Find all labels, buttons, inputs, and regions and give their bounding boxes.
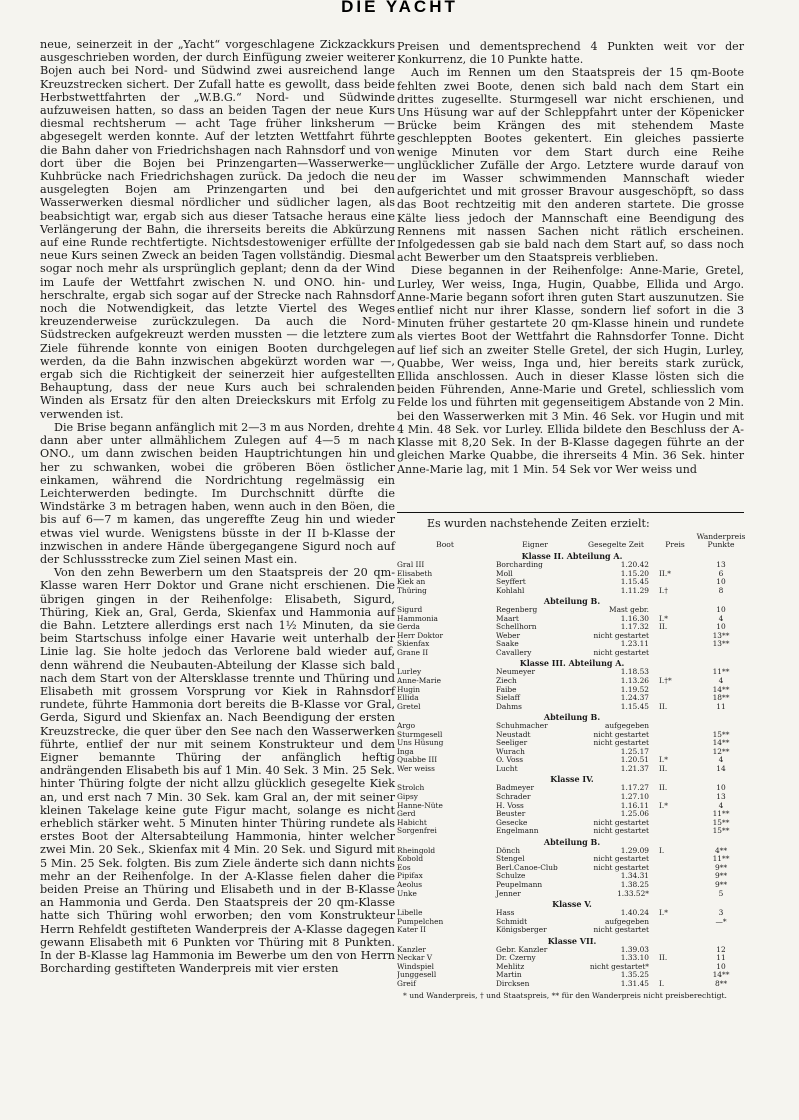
cell-boat: Kater II xyxy=(397,926,426,935)
results-section xyxy=(397,517,747,1000)
group-heading-row xyxy=(397,898,747,909)
cell-prize: I. xyxy=(659,846,665,855)
cell-boat: Wer weiss xyxy=(397,764,435,773)
cell-time: 1.15.45 xyxy=(620,578,649,587)
cell-points: 9** xyxy=(714,872,728,881)
cell-boat: Lurley xyxy=(397,668,422,677)
cell-owner: O. Voss xyxy=(496,756,524,765)
cell-time: 1.15.45 xyxy=(620,702,649,711)
cell-prize: II. xyxy=(659,764,668,773)
cell-boat: Hugin xyxy=(397,685,421,694)
group-heading-row xyxy=(397,657,747,668)
cell-owner: Stengel xyxy=(496,855,525,864)
cell-points: 4 xyxy=(718,801,724,810)
cell-boat: Gral III xyxy=(397,561,425,569)
table-row xyxy=(397,980,747,989)
page-header: DIE YACHT xyxy=(341,0,458,14)
left-paragraph: neue, seinerzeit in der „Yacht“ vorgeschlagene Zickzackkurs ausgeschrieben worden, der durch Einfügung zweier weiterer Bojen auch bei Nord- und Südwind zwei ausreichend lange Kreuzstrecken sichert. Der Zufall hatte es gewollt, dass beide Herbstwettfahrten der „W.B.G.“ Nord- und Südwinde aufzuweisen hatten, so dass an beiden Tagen der neue Kurs diesmal rechtsherum — acht Tage früher linksherum — abgesegelt werden konnte. Auf der letzten Wettfahrt führte die Bahn daher von Friedrichshagen nach Rahnsdorf und von dort über die Bojen bei Prinzengarten—Wasserwerke—Kuhbrücke nach Friedrichshagen zurück. Da jedoch die neu ausgelegten Bojen am Prinzengarten und bei den Wasserwerken diesmal nördlicher und südlicher lagen, als beabsichtigt war, ergab sich aus dieser Tatsache heraus eine Verlängerung der Bahn, die ihrerseits bereits die Abkürzung auf eine Runde rechtfertigte. Nichtsdestoweniger erfüllte der neue Kurs seinen Zweck an beiden Tagen vollständig. Diesmal sogar noch mehr als ursprünglich geplant; denn da der Wind im Laufe der Wettfahrt zwischen N. und ONO. hin- und herschralte, ergab sich sogar auf der Strecke nach Rahnsdorf noch die Notwendigkeit, das letzte Viertel des Weges kreuzenderweise zurückzulegen. Da auch die Nord-Südstrecken aufgekreuzt werden mussten — die letztere zum Ziele führende konnte von einigen Booten durchgelegen werden, da die Bahn inzwischen abgekürzt worden war —, ergab sich die Richtigkeit der seinerzeit hier aufgestellten Behauptung, dass der neue Kurs auch bei schralenden Winden als Ersatz für den alten Dreieckskurs mit Erfolg zu verwenden ist. xyxy=(40,38,395,421)
cell-owner: Neustadt xyxy=(496,730,531,739)
cell-time: 1.19.52 xyxy=(620,685,649,694)
cell-time: 1.11.29 xyxy=(620,586,649,595)
cell-points: 13** xyxy=(712,631,730,640)
cell-boat: Greif xyxy=(397,979,416,988)
cell-boat: Libelle xyxy=(397,909,423,918)
cell-prize xyxy=(655,748,695,757)
cell-boat: Sorgenfrei xyxy=(397,827,437,836)
cell-boat: Quabbe III xyxy=(397,756,438,765)
cell-prize: I.† xyxy=(659,586,668,595)
cell-time: 1.15.20 xyxy=(620,569,649,578)
table-row xyxy=(397,739,747,748)
cell-prize: I.†* xyxy=(659,677,672,686)
cell-prize: I.* xyxy=(659,801,668,810)
cell-owner: Faibe xyxy=(496,685,517,694)
cell-owner: Beuster xyxy=(496,810,526,819)
cell-time: 1.34.31 xyxy=(620,872,649,881)
table-row xyxy=(397,748,747,757)
cell-points: 18** xyxy=(712,694,730,703)
cell-time: nicht gestartet xyxy=(593,648,649,657)
group-heading: Klasse II. Abteilung A. xyxy=(521,551,623,561)
group-heading-row xyxy=(397,773,747,784)
cell-time: 1.33.52* xyxy=(617,889,649,898)
cell-time: nicht gestartet xyxy=(593,739,649,748)
table-row xyxy=(397,909,747,918)
cell-time: nicht gestartet* xyxy=(589,962,649,971)
cell-time: nicht gestartet xyxy=(593,730,649,739)
column-header-time: Gesegelte Zeit xyxy=(588,540,644,550)
cell-owner: Saake xyxy=(496,640,519,649)
cell-boat: Unke xyxy=(397,889,417,898)
cell-points: —* xyxy=(715,917,727,926)
cell-points: 4 xyxy=(718,756,724,765)
cell-prize xyxy=(655,918,695,927)
table-row xyxy=(397,946,747,955)
cell-boat: Argo xyxy=(397,722,416,731)
cell-prize xyxy=(655,810,695,819)
cell-owner: Jenner xyxy=(496,889,521,898)
cell-points: 10 xyxy=(716,578,726,587)
cell-owner: Sielaff xyxy=(496,694,520,703)
cell-time: 1.33.10 xyxy=(620,954,649,963)
table-row xyxy=(397,918,747,927)
cell-time: 1.16.11 xyxy=(620,801,649,810)
cell-time: 1.31.45 xyxy=(620,979,649,988)
cell-owner: Schrader xyxy=(496,793,531,802)
cell-points: 10 xyxy=(716,784,726,793)
table-row xyxy=(397,847,747,856)
cell-owner: Berl.Canoe-Club xyxy=(496,863,558,872)
cell-owner: Schellhorn xyxy=(496,623,537,632)
cell-prize xyxy=(655,731,695,740)
cell-owner: Hass xyxy=(496,909,515,918)
cell-time: 1.40.24 xyxy=(620,909,649,918)
cell-points: 11** xyxy=(712,855,730,864)
cell-prize xyxy=(655,872,695,881)
cell-time: 1.27.10 xyxy=(620,793,649,802)
group-heading: Abteilung B. xyxy=(543,712,601,723)
column-header-owner: Eigner xyxy=(522,540,548,550)
cell-owner: Mehlitz xyxy=(496,962,525,971)
cell-time: 1.16.30 xyxy=(620,614,649,623)
cell-points xyxy=(695,926,747,935)
cell-points: 8 xyxy=(718,586,724,595)
cell-owner: Königsberger xyxy=(496,926,547,935)
cell-boat: Kobold xyxy=(397,855,424,864)
group-heading: Abteilung B. xyxy=(543,836,601,847)
table-row xyxy=(397,855,747,864)
group-heading: Klasse III. Abteilung A. xyxy=(519,658,625,669)
table-row xyxy=(397,971,747,980)
table-row xyxy=(397,954,747,963)
cell-boat: Gerda xyxy=(397,623,420,632)
cell-boat: Gerd xyxy=(397,810,416,819)
group-heading-row xyxy=(397,836,747,847)
cell-time: aufgegeben xyxy=(605,917,649,926)
cell-prize: II.* xyxy=(659,569,671,578)
cell-prize: I.* xyxy=(659,909,668,918)
table-row xyxy=(397,694,747,703)
cell-owner: Weber xyxy=(496,631,521,640)
cell-points: 11 xyxy=(716,702,726,711)
table-row xyxy=(397,703,747,712)
cell-prize xyxy=(655,694,695,703)
cell-prize xyxy=(655,926,695,935)
cell-points xyxy=(695,722,747,731)
cell-points: 3 xyxy=(718,909,724,918)
cell-boat: Gretel xyxy=(397,702,421,711)
cell-time: nicht gestartet xyxy=(593,827,649,836)
table-row xyxy=(397,802,747,811)
cell-time: 1.25.17 xyxy=(620,747,649,756)
cell-owner: Schulze xyxy=(496,872,526,881)
cell-boat: Eos xyxy=(397,863,411,872)
cell-prize xyxy=(655,963,695,972)
cell-boat: Ellida xyxy=(397,694,419,703)
cell-time: 1.39.03 xyxy=(620,945,649,954)
cell-boat: Pumpelchen xyxy=(397,917,444,926)
cell-points: 10 xyxy=(716,623,726,632)
cell-points: 12 xyxy=(716,945,726,954)
cell-owner: Dönch xyxy=(496,846,521,855)
cell-prize xyxy=(655,722,695,731)
cell-time: 1.29.09 xyxy=(620,846,649,855)
cell-time: 1.18.53 xyxy=(620,668,649,677)
cell-prize xyxy=(655,649,695,658)
cell-points: 5 xyxy=(718,889,724,898)
cell-time: 1.20.42 xyxy=(620,561,649,569)
cell-prize xyxy=(655,855,695,864)
table-row xyxy=(397,632,747,641)
cell-boat: Anne-Marie xyxy=(397,677,441,686)
table-row xyxy=(397,722,747,731)
cell-owner: Maart xyxy=(496,614,519,623)
group-heading: Klasse V. xyxy=(552,899,592,910)
cell-points: 11 xyxy=(716,954,726,963)
cell-boat: Uns Hüsung xyxy=(397,739,444,748)
cell-owner: Cavallery xyxy=(496,648,532,657)
cell-time: 1.17.32 xyxy=(620,623,649,632)
cell-owner: Engelmann xyxy=(496,827,539,836)
cell-owner: Gebr. Kanzler xyxy=(496,945,548,954)
table-row xyxy=(397,881,747,890)
column-header-prize: Preis xyxy=(665,540,685,550)
cell-owner: H. Voss xyxy=(496,801,524,810)
cell-owner: Seyffert xyxy=(496,578,526,587)
cell-prize: I. xyxy=(659,979,665,988)
cell-prize xyxy=(655,793,695,802)
cell-prize xyxy=(655,640,695,649)
cell-points: 9** xyxy=(714,880,728,889)
cell-prize xyxy=(655,668,695,677)
cell-points: 6 xyxy=(718,569,724,578)
cell-time: 1.35.25 xyxy=(620,971,649,980)
cell-owner: Badmeyer xyxy=(496,784,535,793)
cell-boat: Pipifax xyxy=(397,872,423,881)
cell-points: 15** xyxy=(712,818,730,827)
table-row xyxy=(397,606,747,615)
cell-points: 4** xyxy=(714,846,728,855)
cell-owner: Kohlahl xyxy=(496,586,525,595)
cell-boat: Habicht xyxy=(397,818,427,827)
table-row xyxy=(397,615,747,624)
cell-boat: Neckar V xyxy=(397,954,433,963)
right-paragraph: Preisen und dementsprechend 4 Punkten weit vor der Konkurrenz, die 10 Punkte hatte. xyxy=(397,40,744,67)
cell-boat: Hammonia xyxy=(397,614,438,623)
table-row xyxy=(397,793,747,802)
cell-boat: Grane II xyxy=(397,648,429,657)
cell-prize xyxy=(655,561,695,570)
cell-prize xyxy=(655,827,695,836)
cell-prize xyxy=(655,881,695,890)
cell-owner: Wurach xyxy=(496,747,525,756)
cell-prize xyxy=(655,946,695,955)
results-header-row xyxy=(397,532,747,550)
table-row xyxy=(397,827,747,836)
cell-points: 8** xyxy=(714,979,728,988)
cell-prize: I.* xyxy=(659,614,668,623)
table-row xyxy=(397,649,747,658)
table-row xyxy=(397,561,747,570)
table-row xyxy=(397,926,747,935)
cell-points: 15** xyxy=(712,730,730,739)
cell-prize xyxy=(655,890,695,899)
cell-points xyxy=(695,649,747,658)
cell-time: nicht gestartet xyxy=(593,631,649,640)
table-row xyxy=(397,872,747,881)
cell-points: 13** xyxy=(712,640,730,649)
cell-time: nicht gestartet xyxy=(593,863,649,872)
cell-time: aufgegeben xyxy=(605,722,649,731)
cell-owner: Seeliger xyxy=(496,739,528,748)
left-paragraph: Von den zehn Bewerbern um den Staatspreis der 20 qm-Klasse waren Herr Doktor und Grane nicht erschienen. Die übrigen gingen in der Reihenfolge: Elisabeth, Sigurd, Thüring, Kiek an, Gral, Gerda, Skienfax und Hammonia auf die Bahn. Letztere allerdings erst nach 1½ Minuten, da sie beim Startschuss infolge einer Havarie weit unterhalb der Linie lag. Sie holte jedoch das Verlorene bald wieder auf, denn während die Neubauten-Abteilung der Klasse sich bald nach dem Start von der Altersklasse trennte und Thüring und Elisabeth mit grossem Vorsprung vor Kiek in Rahnsdorf rundete, führte Hammonia dort bereits die B-Klasse vor Gral, Gerda, Sigurd und Skienfax an. Nach Beendigung der ersten Kreuzstrecke, die quer über den See nach den Wasserwerken führte, entlief der nur mit seinem Konstrukteur und dem Eigner bemannte Thüring der anfänglich heftig andrängenden Elisabeth bis auf 1 Min. 40 Sek. 3 Min. 25 Sek. hinter Thüring folgte der nicht allzu glücklich gesegelte Kiek an, und erst nach 7 Min. 30 Sek. kam Gral an, der mit seiner kleinen Takelage keine gute Figur macht, solange es nicht erheblich stärker weht. 5 Minuten hinter Thüring rundete als erstes Boot der Altersabteilung Hammonia, hinter welcher zwei Min. 20 Sek., Skienfax mit 4 Min. 20 Sek. und Sigurd mit 5 Min. 25 Sek. folgten. Bis zum Ziele änderte sich dann nichts mehr an der Reihenfolge. In der A-Klasse fielen daher die beiden Preise an Thüring und Elisabeth und in der B-Klasse an Hammonia und Gerda. Den Staatspreis der 20 qm-Klasse hatte sich Thüring wohl erworben; den vom Konstrukteur Herrn Rehfeldt gestifteten Wanderpreis der A-Klasse dagegen gewann Elisabeth mit 6 Punkten vor Thüring mit 8 Punkten. In der B-Klasse lag Hammonia im Bewerbe um den von Herrn Borcharding gestifteten Wanderpreis mit vier ersten xyxy=(40,566,395,976)
cell-owner: Gesecke xyxy=(496,818,528,827)
cell-prize: II. xyxy=(659,702,668,711)
table-row xyxy=(397,784,747,793)
results-footnote: * und Wanderpreis, † und Staatspreis, ** für den Wanderpreis nicht preisberechtigt. xyxy=(403,991,727,1001)
cell-boat: Kiek an xyxy=(397,578,426,587)
results-title: Es wurden nachstehende Zeiten erzielt: xyxy=(427,517,650,530)
cell-prize: II. xyxy=(659,623,668,632)
cell-boat: Elisabeth xyxy=(397,569,433,578)
right-paragraph: Diese begannen in der Reihenfolge: Anne-Marie, Gretel, Lurley, Wer weiss, Inga, Hugin, Quabbe, Ellida und Argo. Anne-Marie begann sofort ihren guten Start auszunutzen. Sie entlief nicht nur ihrer Klasse, sondern lief sofort in die 3 Minuten früher gestartete 20 qm-Klasse hinein und rundete als viertes Boot der Wettfahrt die Rahnsdorfer Tonne. Dicht auf lief sich an zweiter Stelle Gretel, der sich Hugin, Lurley, Quabbe, Wer weiss, Inga und, hier bereits stark zurück, Ellida anschlossen. Auch in dieser Klasse lösten sich die beiden Führenden, Anne-Marie und Gretel, schliesslich vom Felde los und führten mit gegenseitigem Abstande von 2 Min. bei den Wasserwerken mit 3 Min. 46 Sek. vor Hugin und mit 4 Min. 48 Sek. vor Lurley. Ellida bildete den Beschluss der A-Klasse mit 8,20 Sek. In der B-Klasse dagegen führte an der gleichen Marke Quabbe, die ihrerseits 4 Min. 36 Sek. hinter Anne-Marie lag, mit 1 Min. 54 Sek vor Wer weiss und xyxy=(397,264,744,476)
cell-points: 12** xyxy=(712,747,730,756)
cell-owner: Dahms xyxy=(496,702,522,711)
table-row xyxy=(397,570,747,579)
cell-owner: Moll xyxy=(496,569,513,578)
cell-owner: Schmidt xyxy=(496,917,528,926)
cell-owner: Regenberg xyxy=(496,606,538,615)
cell-prize xyxy=(655,606,695,615)
cell-boat: Rheingold xyxy=(397,846,436,855)
cell-boat: Sturmgesell xyxy=(397,730,443,739)
results-body xyxy=(397,550,747,988)
table-row xyxy=(397,963,747,972)
cell-prize: II. xyxy=(659,954,668,963)
table-row xyxy=(397,677,747,686)
table-row xyxy=(397,864,747,873)
cell-prize xyxy=(655,632,695,641)
column-header-points: Wanderpreis Punkte xyxy=(696,532,746,550)
cell-points: 13 xyxy=(716,561,726,569)
cell-points: 10 xyxy=(716,962,726,971)
cell-boat: Gipsy xyxy=(397,793,418,802)
cell-points: 4 xyxy=(718,677,724,686)
cell-boat: Inga xyxy=(397,747,414,756)
cell-points: 14** xyxy=(712,739,730,748)
cell-owner: Ziech xyxy=(496,677,517,686)
cell-time: 1.13.26 xyxy=(620,677,649,686)
cell-owner: Schuhmacher xyxy=(496,722,548,731)
cell-owner: Borcharding xyxy=(496,561,543,569)
cell-owner: Martin xyxy=(496,971,522,980)
table-row xyxy=(397,819,747,828)
cell-boat: Thüring xyxy=(397,586,427,595)
cell-points: 10 xyxy=(716,606,726,615)
cell-points: 11** xyxy=(712,668,730,677)
cell-points: 14** xyxy=(712,685,730,694)
cell-boat: Kanzler xyxy=(397,945,426,954)
cell-prize xyxy=(655,578,695,587)
cell-time: 1.17.27 xyxy=(620,784,649,793)
cell-boat: Herr Doktor xyxy=(397,631,444,640)
table-row xyxy=(397,890,747,899)
cell-boat: Junggesell xyxy=(397,971,437,980)
table-row xyxy=(397,731,747,740)
cell-prize xyxy=(655,971,695,980)
table-row xyxy=(397,587,747,596)
left-text-column xyxy=(40,38,395,975)
table-row xyxy=(397,765,747,774)
cell-time: nicht gestartet xyxy=(593,855,649,864)
cell-boat: Aeolus xyxy=(397,880,423,889)
cell-prize: II. xyxy=(659,784,668,793)
cell-points: 4 xyxy=(718,614,724,623)
cell-time: Mast gebr. xyxy=(609,606,649,615)
table-row xyxy=(397,578,747,587)
group-heading: Abteilung B. xyxy=(543,596,601,607)
group-heading: Klasse VII. xyxy=(547,935,597,946)
cell-points: 15** xyxy=(712,827,730,836)
table-row xyxy=(397,756,747,765)
table-row xyxy=(397,810,747,819)
cell-owner: Dircksen xyxy=(496,979,530,988)
cell-boat: Sigurd xyxy=(397,606,423,615)
group-heading: Klasse IV. xyxy=(550,774,594,785)
cell-owner: Peupelmann xyxy=(496,880,543,889)
group-heading-row xyxy=(397,595,747,606)
results-table xyxy=(397,532,747,988)
table-row xyxy=(397,640,747,649)
cell-points: 14** xyxy=(712,971,730,980)
table-row xyxy=(397,686,747,695)
table-row xyxy=(397,668,747,677)
right-paragraph: Auch im Rennen um den Staatspreis der 15 qm-Boote fehlten zwei Boote, denen sich bald nach dem Start ein drittes zugesellte. Sturmgesell war nicht erschienen, und Uns Hüsung war auf der Schleppfahrt unter der Köpenicker Brücke beim Krängen des mit stehendem Maste geschleppten Bootes gekentert. Ein gleiches passierte wenige Minuten vor dem Start durch eine Reihe unglücklicher Zufälle der Argo. Letztere wurde darauf von der im Wasser schwimmenden Mannschaft wieder aufgerichtet und mit grosser Bravour ausgeschöpft, so dass das Boot rechtzeitig mit den anderen startete. Die grosse Kälte liess jedoch der Mannschaft eine Beendigung des Rennens mit nassen Sachen nicht rätlich erscheinen. Infolgedessen gab sie bald nach dem Start auf, so dass noch acht Bewerber um den Staatspreis verblieben. xyxy=(397,66,744,265)
right-text-column xyxy=(397,40,744,476)
cell-time: 1.24.37 xyxy=(620,694,649,703)
cell-boat: Windspiel xyxy=(397,962,434,971)
cell-prize xyxy=(655,819,695,828)
cell-prize: I.* xyxy=(659,756,668,765)
cell-prize xyxy=(655,686,695,695)
group-heading-row xyxy=(397,711,747,722)
cell-time: nicht gestartet xyxy=(593,818,649,827)
cell-boat: Strolch xyxy=(397,784,425,793)
cell-time: 1.38.25 xyxy=(620,880,649,889)
cell-boat: Hanne-Nüte xyxy=(397,801,443,810)
cell-time: 1.21.37 xyxy=(620,764,649,773)
cell-time: 1.23.11 xyxy=(620,640,649,649)
cell-owner: Lucht xyxy=(496,764,518,773)
cell-owner: Neumeyer xyxy=(496,668,536,677)
section-divider xyxy=(397,512,744,513)
table-row xyxy=(397,623,747,632)
cell-boat: Skienfax xyxy=(397,640,430,649)
group-heading-row xyxy=(397,550,747,561)
cell-prize xyxy=(655,864,695,873)
cell-owner: Dr. Czerny xyxy=(496,954,536,963)
cell-prize xyxy=(655,739,695,748)
cell-time: 1.20.51 xyxy=(620,756,649,765)
cell-points: 14 xyxy=(716,764,726,773)
group-heading-row xyxy=(397,935,747,946)
cell-time: nicht gestartet xyxy=(593,926,649,935)
cell-points: 13 xyxy=(716,793,726,802)
cell-points: 9** xyxy=(714,863,728,872)
column-header-boat: Boot xyxy=(436,540,454,550)
left-paragraph: Die Brise begann anfänglich mit 2—3 m aus Norden, drehte dann aber unter allmählichem Zulegen auf 4—5 m nach ONO., um dann zwischen beiden Hauptrichtungen hin und her zu schwanken, wobei die gröberen Böen östlicher einkamen, während die Nordrichtung regelmässig ein Leichterwerden bedingte. Im Durchschnitt dürfte die Windstärke 3 m betragen haben, wenn auch in den Böen, die bis auf 6—7 m kamen, das ungereffte Zeug hin und wieder etwas viel wurde. Wenigstens büsste in der II b-Klasse der inzwischen in andere Hände übergegangene Sigurd noch auf der Schlussstrecke zum Ziel seinen Mast ein. xyxy=(40,420,395,566)
cell-time: 1.25.06 xyxy=(620,810,649,819)
cell-points: 11** xyxy=(712,810,730,819)
